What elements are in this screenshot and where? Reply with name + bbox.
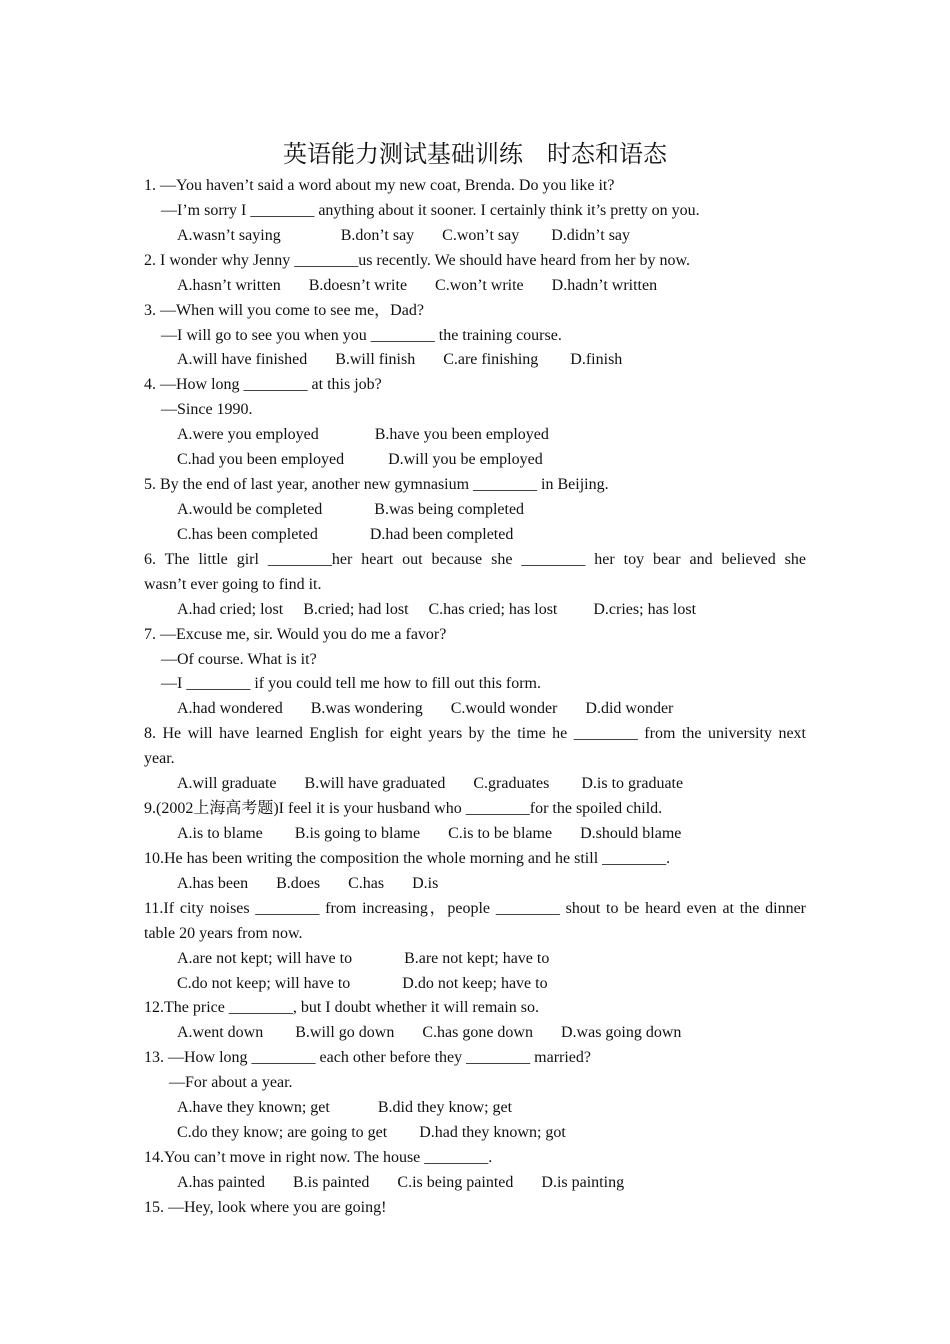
q14-options: A.has painted B.is painted C.is being painted D.is painting (177, 1173, 625, 1191)
q8-stem: 8. He will have learned English for eight years by the time he ________ from the university next (144, 725, 806, 743)
page-title: 英语能力测试基础训练 时态和语态 (283, 140, 667, 168)
q1-options: A.wasn’t saying B.don’t say C.won’t say D.didn’t say (177, 226, 631, 244)
q7-stem: 7. —Excuse me, sir. Would you do me a favor? (144, 625, 447, 643)
q11-stem-cont: table 20 years from now. (144, 924, 303, 942)
q13-reply: —For about a year. (169, 1074, 293, 1092)
q5-options-cd: C.has been completed D.had been completed (177, 525, 514, 543)
q11-options-ab: A.are not kept; will have to B.are not kept; have to (177, 949, 550, 967)
q2-stem: 2. I wonder why Jenny ________us recently. We should have heard from her by now. (144, 251, 690, 269)
q8-stem-cont: year. (144, 750, 175, 768)
question-list (144, 174, 806, 1221)
q4-reply: —Since 1990. (161, 401, 253, 419)
q3-options: A.will have finished B.will finish C.are finishing D.finish (177, 351, 623, 369)
q1-stem: 1. —You haven’t said a word about my new coat, Brenda. Do you like it? (144, 177, 615, 194)
q12-options: A.went down B.will go down C.has gone down D.was going down (177, 1024, 682, 1042)
q8-options: A.will graduate B.will have graduated C.graduates D.is to graduate (177, 775, 684, 793)
q9-stem: 9.(2002上海高考题)I feel it is your husband who ________for the spoiled child. (144, 800, 663, 818)
q15-stem: 15. —Hey, look where you are going! (144, 1198, 387, 1216)
q13-stem: 13. —How long ________ each other before they ________ married? (144, 1049, 591, 1067)
q7-reply-2: —I ________ if you could tell me how to fill out this form. (161, 675, 541, 693)
q6-stem: 6. The little girl ________her heart out because she ________ her toy bear and believed she (144, 550, 806, 568)
q1-reply: —I’m sorry I ________ anything about it sooner. I certainly think it’s pretty on you. (161, 201, 700, 219)
q3-stem: 3. —When will you come to see me，Dad? (144, 301, 424, 319)
q6-stem-cont: wasn’t ever going to find it. (144, 575, 322, 593)
q5-stem: 5. By the end of last year, another new gymnasium ________ in Beijing. (144, 476, 609, 494)
q6-options: A.had cried; lost B.cried; had lost C.has cried; has lost D.cries; has lost (177, 600, 697, 618)
q4-options-ab: A.were you employed B.have you been employed (177, 426, 549, 444)
q13-options-cd: C.do they know; are going to get D.had they known; got (177, 1124, 566, 1142)
q12-stem: 12.The price ________, but I doubt whether it will remain so. (144, 999, 540, 1017)
q2-options: A.hasn’t written B.doesn’t write C.won’t write D.hadn’t written (177, 276, 658, 294)
q7-reply: —Of course. What is it? (161, 650, 317, 668)
q10-options: A.has been B.does C.has D.is (177, 874, 439, 892)
q11-stem: 11.If city noises ________ from increasing，people ________ shout to be heard even at the dinner (144, 899, 806, 917)
q4-stem: 4. —How long ________ at this job? (144, 376, 382, 394)
q14-stem: 14.You can’t move in right now. The house ________. (144, 1148, 493, 1166)
q13-options-ab: A.have they known; get B.did they know; get (177, 1099, 513, 1117)
q3-reply: —I will go to see you when you ________ the training course. (161, 326, 562, 344)
q10-stem: 10.He has been writing the composition the whole morning and he still ________. (144, 849, 671, 867)
q5-options-ab: A.would be completed B.was being completed (177, 500, 525, 518)
q7-options: A.had wondered B.was wondering C.would wonder D.did wonder (177, 700, 674, 718)
q9-options: A.is to blame B.is going to blame C.is to be blame D.should blame (177, 824, 682, 842)
q4-options-cd: C.had you been employed D.will you be employed (177, 451, 543, 469)
q11-options-cd: C.do not keep; will have to D.do not keep; have to (177, 974, 548, 992)
